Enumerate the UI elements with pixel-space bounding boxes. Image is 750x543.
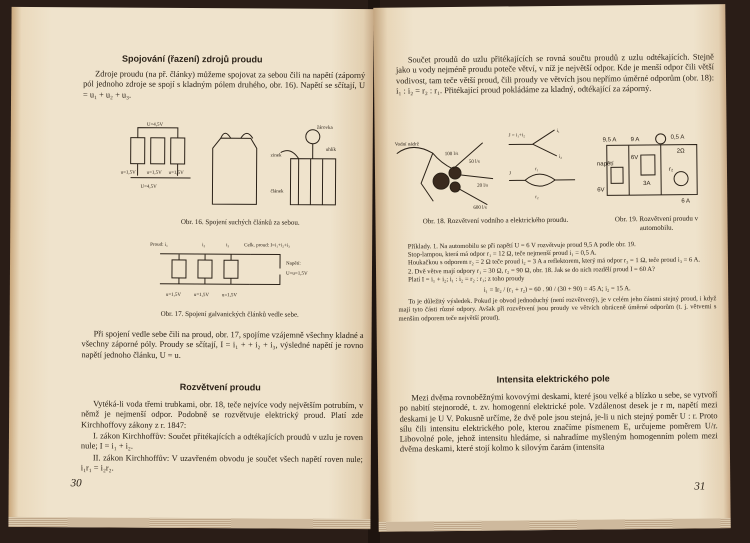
example-line: Platí I = i₁ + i₂; i₁ : i₂ = r₂ : r₁; z toho proudy [408,275,525,284]
example-line: Stop-lampou, která má odpor r₁ = 12 Ω, teče nejmenší proud i₁ = 0,5 A. [407,249,597,259]
fig19-label: J = i₁+i₂ [508,133,525,139]
fig16-label: u=1,5V [168,170,184,176]
fig19-label: 3A [643,180,651,188]
fig19-label: 6V [630,155,639,162]
page-edge [379,518,731,532]
fig19-label: J [508,171,511,177]
fig19-label: r₁ [534,167,539,173]
fig17-label: Proud: i₁ [150,242,168,248]
fig17-label: i₂ [202,243,206,249]
figure-18 [392,123,503,212]
example-conclusion: To je důležitý výsledek. Pokud je obvod jednoduchý (není rozvětvený), je v celém jeho částmi stejný proud, i když mají tyto části různé odpory. Avšak při rozvětvení jsou proudy ve větvích obráceně úměrné odporům (t. j. větvemi s menším odporem teče největší proud). [398,295,717,323]
example-line: 2. Dvě větve mají odpory r₁ = 30 Ω, r₂ = 90 Ω, obr. 18. Jak se do nich rozdělí proud I = 60 A? [407,265,656,276]
page-number: 30 [70,477,82,490]
page-edge [8,517,370,529]
fig18-label: Vodní nádrž [394,142,419,148]
fig19-caption: Obr. 19. Rozvětvení proudu v automobilu. [614,214,699,232]
fig16-label: uhlík [325,147,337,153]
left-page [8,7,373,529]
fig16-label: u=1,5V [120,170,136,176]
left-heading-2: Rozvětvení proudu [179,381,261,393]
right-page [373,4,730,532]
examples [398,240,717,323]
example-line: Příklady. 1. Na automobilu se při napětí U = 6 V rozvětvuje proud 9,5 A podle obr. 19. [407,241,636,251]
right-para-2: Mezi dvěma rovnoběžnými kovovými deskami, které jsou velké a blízko u sebe, se vytvoří po nabití stejnorodé, t. zv. homogenní elektrické pole. Vzdálenost desek je r m, napětí mezi deskami je U V. Pokusně určíme, že dvě pole jsou stejná, je-li u nich stejný poměr U : r. Proto sílu čili intensitu elektrického pole, kterou značíme písmenem E, určujeme poměrem U/r. Libovolné pole, jehož intensitu hledáme, si nahradíme myšleným homogenním polem mezi dvěma deskami, které stojí kolmo k silovým čarám (intensita [399,390,718,455]
right-para-1: Součet proudů do uzlu přitékajících se rovná součtu proudů z uzlu odtékajících. Stejně jako u vody nejméně proudu poteče větví, v níž je největší odpor. Kde je menší odpor čili větší vodivost, tam teče větší proud, čili proudy ve větvích jsou nepřímo úměrné odporům (obr. 18): i₁ : i₂ = r₂ : r₁. Přitékající proud pokládáme za kladný, odtékající za záporný. [395,52,715,96]
fig18-label: 50 l/s [468,159,480,165]
left-para-3: Vytéká-li voda třemi trubkami, obr. 18, teče nejvíce vody největším potrubím, v němž je nejmenší odpor. Podobně se rozvětvuje elektrický proud. Platí zde Kirchhoffovy zákony z r. 1847: [81,399,364,430]
fig17-label: Celk. proud: I=i₁+i₂+i₃ [244,243,290,249]
left-heading-1: Spojování (řazení) zdrojů proudu [121,53,263,65]
fig16-label: U=4,5V [146,122,164,128]
fig18-label: 100 l/s [444,151,459,158]
fig19-label: 6 A [681,198,691,205]
formula: i₁ = Ir₂ / (r₁ + r₂) = 60 . 90 / (30 + 90) = 45 A; i₂ = 15 A. [483,285,631,294]
fig19-label: 0,5 A [670,134,685,141]
fig17-label: u=1,5V [165,292,182,298]
figure-17 [150,238,350,305]
fig16-label: článek [270,189,284,195]
fig16-label: žárovka [316,125,333,131]
fig19-label: napětí [596,161,614,168]
fig17-label: u=1,5V [193,293,210,299]
figure-19 [597,124,708,207]
fig16-caption: Obr. 16. Spojení suchých článků za sebou. [180,217,300,227]
left-para-1: Zdroje proudu (na př. články) můžeme spojovat za sebou čili na napětí (záporný pól jednoho zdroje se spojí s kladným pólem druhého, obr. 16). Napětí se sčítají, U = u₁ + u₂ + u₃. [83,69,366,100]
fig18-caption: Obr. 18. Rozvětvení vodního a elektrického proudu. [422,215,569,226]
fig19-label: 9,5 A [602,137,617,144]
fig18-label: 20 l/s [477,183,489,189]
fig19-label: 9 A [630,137,640,144]
fig17-label: U=u=1,5V [285,271,308,277]
fig17-caption: Obr. 17. Spojení galvanických článků vedle sebe. [160,309,299,319]
example-line: Houkačkou s odporem r₂ = 2 Ω teče proud i₂ = 3 A a reflektorem, který má odpor r₃ = 1 Ω, teče proud i₃ = 6 A. [407,256,701,267]
figure-18-circuit [504,122,585,213]
fig16-label: u=1,5V [146,170,162,176]
right-heading: Intensita elektrického pole [496,373,610,385]
left-para-5: II. zákon Kirchhoffův: V uzavřeném obvodu je součet všech napětí roven nule; i₁r₁ = i₂r₂. [80,453,363,473]
fig18-label: 600 l/s [473,205,487,211]
fig16-label: U=4,5V [140,184,157,190]
left-para-4: I. zákon Kirchhoffův: Součet přitékajících a odtékajících proudů v uzlu je roven nule; I = i₁ + i₂. [80,431,363,451]
fig19-label: r₂ [668,166,674,173]
left-para-2: Při spojení vedle sebe čili na proud, obr. 17, spojíme vzájemně všechny kladné a všechny záporné póly. Proudy se sčítají, I = i₁ + + i₂ + i₃, výsledné napětí je rovno napětí jednoho článku, U = u. [81,329,364,360]
fig19-label: r₂ [535,195,539,201]
fig17-label: Napětí: [286,261,301,267]
fig19-label: i₁ [556,128,560,134]
fig17-label: u=1,5V [221,293,238,299]
fig17-label: i₃ [226,243,230,249]
fig19-label: i₂ [558,154,563,160]
page-number: 31 [694,480,706,493]
fig19-label: 2Ω [676,148,685,155]
fig19-label: 6V [597,187,605,194]
figure-16 [120,118,351,219]
fig16-label: zinek [270,153,282,159]
